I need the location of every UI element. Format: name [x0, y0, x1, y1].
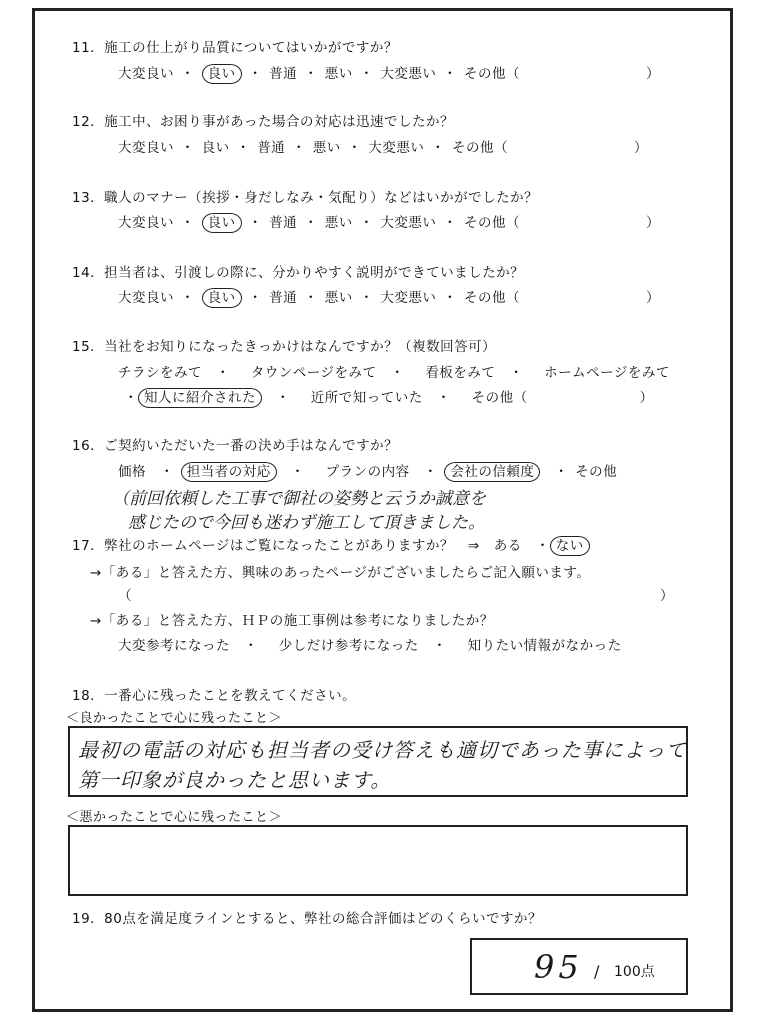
q13-option-good-selected[interactable]: 良い — [202, 213, 242, 233]
q12-option-normal[interactable]: 普通 — [257, 140, 286, 156]
q17-answer-no-selected[interactable]: ない — [550, 536, 590, 556]
q18-good-line1: 最初の電話の対応も担当者の受け答えも適切であった事によって — [78, 738, 687, 762]
q14-option-good-selected[interactable]: 良い — [202, 288, 242, 308]
q16-option-price[interactable]: 価格 — [118, 464, 146, 480]
q11-options: 大変良い ・ 良い ・ 普通 ・ 悪い ・ 大変悪い ・ その他（ ） — [118, 66, 660, 82]
q17-followup1-paren-close: ） — [660, 588, 674, 604]
q17-followup2: →「ある」と答えた方、ＨＰの施工事例は参考になりましたか？ — [90, 613, 494, 629]
q11-option-bad[interactable]: 悪い — [324, 66, 353, 82]
q16-option-other[interactable]: その他 — [575, 464, 618, 480]
q14-option-very-good[interactable]: 大変良い — [118, 290, 174, 306]
q15-option-other[interactable]: その他（ ） — [471, 390, 654, 406]
q17-answer-yes[interactable]: ある — [493, 538, 522, 554]
q17-option-not-found[interactable]: 知りたい情報がなかった — [467, 638, 622, 654]
q15-option-flyer[interactable]: チラシをみて — [118, 365, 202, 381]
q17-followup1-paren-open: （ — [118, 588, 132, 604]
q15-option-signboard[interactable]: 看板をみて — [425, 365, 496, 381]
q15-option-homepage[interactable]: ホームページをみて — [544, 365, 670, 381]
q16-options: 価格 ・ 担当者の対応 ・ プランの内容 ・ 会社の信頼度 ・ その他 — [118, 464, 618, 480]
q17-followup2-options: 大変参考になった ・ 少しだけ参考になった ・ 知りたい情報がなかった — [118, 638, 622, 654]
q13-option-very-bad[interactable]: 大変悪い — [380, 215, 437, 231]
q18-good-label: ＜良かったことで心に残ったこと＞ — [66, 711, 283, 726]
q11-option-very-bad[interactable]: 大変悪い — [380, 66, 437, 82]
q16-option-staff-selected[interactable]: 担当者の対応 — [181, 462, 277, 482]
q14-option-other[interactable]: その他（ ） — [463, 290, 660, 306]
q19-score-box[interactable] — [470, 938, 688, 995]
q14-option-normal[interactable]: 普通 — [269, 290, 298, 306]
q13-option-bad[interactable]: 悪い — [324, 215, 353, 231]
q13-options: 大変良い ・ 良い ・ 普通 ・ 悪い ・ 大変悪い ・ その他（ ） — [118, 215, 660, 231]
q18-good-line2: 第一印象が良かったと思います。 — [78, 768, 392, 792]
q12-option-very-good[interactable]: 大変良い — [118, 140, 174, 156]
q15-question: 15．当社をお知りになったきっかけはなんですか？（複数回答可） — [72, 339, 497, 355]
q15-options-row2: ・ 知人に紹介された ・ 近所で知っていた ・ その他（ ） — [124, 390, 654, 406]
q18-question: 18．一番心に残ったことを教えてください。 — [72, 688, 357, 704]
q19-max-score: 100点 — [614, 964, 655, 980]
q18-good-box[interactable] — [68, 726, 688, 797]
q17-option-very-helpful[interactable]: 大変参考になった — [118, 638, 230, 654]
q14-option-bad[interactable]: 悪い — [324, 290, 353, 306]
q11-option-other[interactable]: その他（ ） — [463, 66, 660, 82]
q15-option-neighborhood[interactable]: 近所で知っていた — [310, 390, 423, 406]
q12-options: 大変良い ・ 良い ・ 普通 ・ 悪い ・ 大変悪い ・ その他（ ） — [118, 140, 648, 156]
q12-question: 12．施工中、お困り事があった場合の対応は迅速でしたか？ — [72, 114, 455, 130]
q15-option-referral-selected[interactable]: 知人に紹介された — [138, 388, 262, 408]
q14-options: 大変良い ・ 良い ・ 普通 ・ 悪い ・ 大変悪い ・ その他（ ） — [118, 290, 660, 306]
q17-question-text: 17．弊社のホームページはご覧になったことがありますか？ — [72, 538, 468, 554]
q16-option-plan[interactable]: プランの内容 — [325, 464, 410, 480]
q16-handwritten-line2: 感じたので今回も迷わず施工して頂きました。 — [128, 513, 485, 533]
q15-options-row1: チラシをみて ・ タウンページをみて ・ 看板をみて ・ ホームページをみて — [118, 365, 670, 381]
q12-option-good[interactable]: 良い — [201, 140, 230, 156]
q14-question: 14．担当者は、引渡しの際に、分かりやすく説明ができていましたか？ — [72, 265, 525, 281]
q18-bad-label: ＜悪かったことで心に残ったこと＞ — [66, 810, 283, 825]
q12-option-very-bad[interactable]: 大変悪い — [368, 140, 425, 156]
q11-option-very-good[interactable]: 大変良い — [118, 66, 174, 82]
q19-score-value: 95 — [534, 948, 583, 986]
q19-question: 19．80点を満足度ラインとすると、弊社の総合評価はどのくらいですか？ — [72, 911, 542, 927]
q19-slash: / — [594, 962, 600, 981]
q18-bad-box[interactable] — [68, 825, 688, 896]
q15-option-town-page[interactable]: タウンページをみて — [250, 365, 377, 381]
q17-option-slightly-helpful[interactable]: 少しだけ参考になった — [278, 638, 419, 654]
q13-option-very-good[interactable]: 大変良い — [118, 215, 174, 231]
q14-option-very-bad[interactable]: 大変悪い — [380, 290, 437, 306]
q17-question: 17．弊社のホームページはご覧になったことがありますか？ ⇒ ある ・ ない — [72, 534, 590, 554]
q11-question: 11．施工の仕上がり品質についてはいかがですか？ — [72, 40, 398, 56]
q11-option-normal[interactable]: 普通 — [269, 66, 298, 82]
q12-option-other[interactable]: その他（ ） — [451, 140, 648, 156]
q17-arrow-icon: ⇒ — [467, 538, 480, 554]
q13-option-normal[interactable]: 普通 — [269, 215, 298, 231]
q13-question: 13．職人のマナー（挨拶・身だしなみ・気配り）などはいかがでしたか？ — [72, 190, 539, 206]
q17-followup1: →「ある」と答えた方、興味のあったページがございましたらご記入願います。 — [90, 565, 591, 581]
q13-option-other[interactable]: その他（ ） — [463, 215, 660, 231]
q16-question: 16．ご契約いただいた一番の決め手はなんですか？ — [72, 438, 399, 454]
q16-option-trust-selected[interactable]: 会社の信頼度 — [444, 462, 540, 482]
q16-handwritten-line1: （前回依頼した工事で御社の姿勢と云うか誠意を — [112, 489, 486, 509]
q12-option-bad[interactable]: 悪い — [312, 140, 341, 156]
q11-option-good-selected[interactable]: 良い — [202, 64, 242, 84]
